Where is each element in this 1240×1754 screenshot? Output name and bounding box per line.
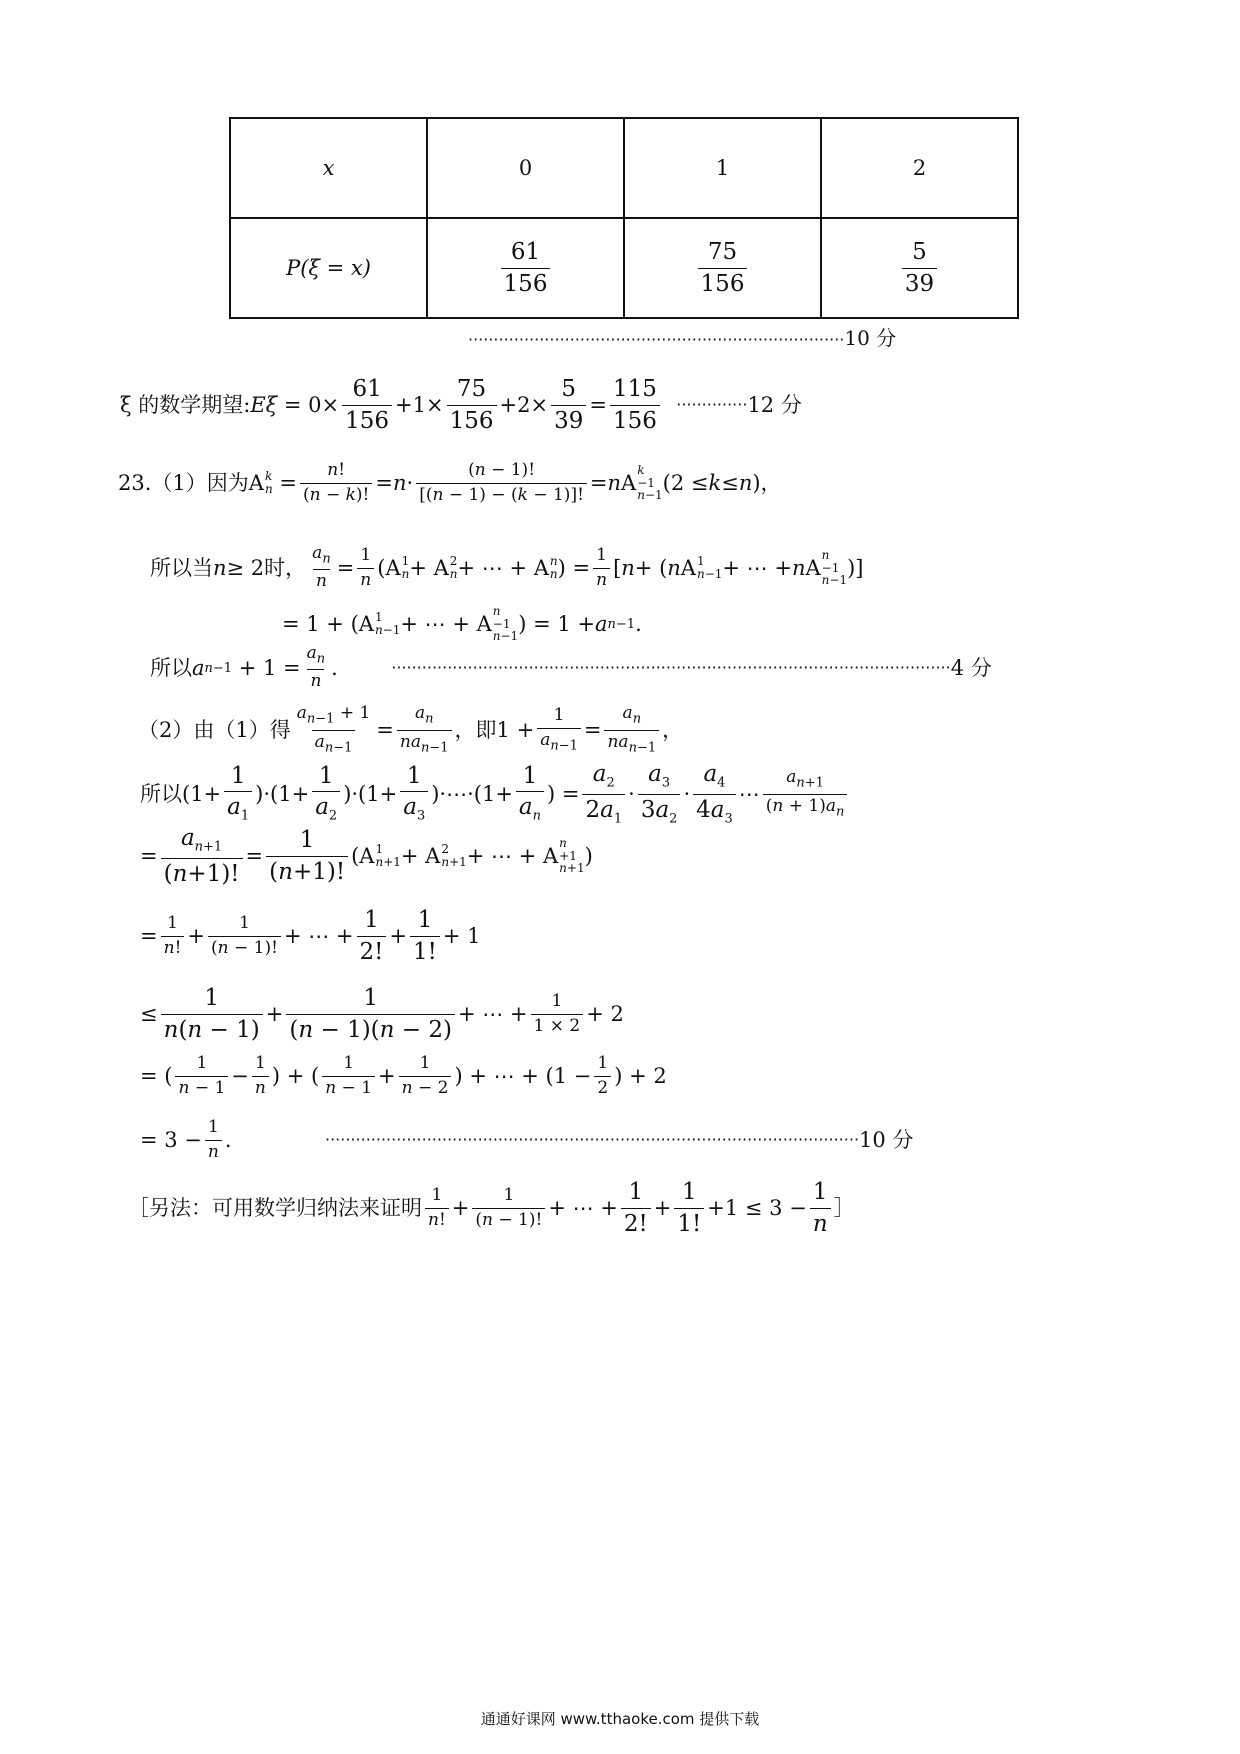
table-cell: 1 (624, 118, 821, 218)
table-cell: $\frac{61}{156}$ (427, 218, 624, 318)
step-line-3: ≤ $\frac{1}{n(n - 1)}$ + $\frac{1}{(n - 1)(n - 2)}$ + ⋯ + $\frac{1}{1 \times 2}$ + 2 (140, 985, 624, 1043)
table-cell: $\frac{75}{156}$ (624, 218, 821, 318)
q23-part2-line: （2）由（1）得 $\frac{a_{n-1} + 1}{a_{n-1}}$ = $\frac{a_n}{na_{n-1}}$ ，即 1 + $\frac{1}{a_{n-1}}$ = $\frac{a_n}{na_{n-1}}$ ， (138, 703, 684, 755)
score-mark: ··········································································10 分 (468, 326, 897, 350)
step-line-1: = $\frac{a_{n+1}}{(n+1)!}$ = $\frac{1}{(n+1)!}$ (A 1 n+1 + A 2 n+1 + ⋯ + A n +1 n+1 ) (140, 825, 593, 887)
expectation-line: ξ 的数学期望: Eξ = 0× $\frac{61}{156}$ +1× $\frac{75}{156}$ +2× $\frac{5}{39}$ = $\frac{115}{156}$ ·············· 12 分 (120, 376, 802, 434)
table-cell: $\frac{5}{39}$ (821, 218, 1018, 318)
product-line: 所以 (1+ $\frac{1}{a_1}$ )·(1+ $\frac{1}{a_2}$ )·(1+ $\frac{1}{a_3}$ )·⋯·(1+ $\frac{1}{a_n}$ ) = $\frac{a_2}{2a_1}$ · $\frac{a_3}{3a_2}$ · $\frac{a_4}{4a_3}$ ⋯ $\frac{a_{n+1}}{(n + 1)a_n}$ (140, 764, 850, 824)
table-row (230, 118, 1018, 218)
step-line-4: = ( $\frac{1}{n - 1}$ − $\frac{1}{n}$ ) + ( $\frac{1}{n - 1}$ + $\frac{1}{n - 2}$ ) + ⋯ + (1 − $\frac{1}{2}$ ) + 2 (140, 1052, 667, 1098)
footer-text: 通通好课网 www.tthaoke.com 提供下载 (480, 1710, 760, 1728)
q23-part1-line: 23.（1）因为 A k n = $\frac{n!}{(n - k)!}$ = n · $\frac{(n - 1)!}{[(n - 1) - (k - 1)]!}$ = n A k −1 n−1 (2 ≤ k ≤ n )， (118, 459, 782, 505)
step-line-5: = 3 − $\frac{1}{n}$ . ········································································································· 10 分 (140, 1116, 914, 1162)
conclusion-line: 所以 a n−1 + 1 = $\frac{a_n}{n}$ . ·············································································································· 4 分 (150, 643, 992, 692)
step-line-2: = $\frac{1}{n!}$ + $\frac{1}{(n - 1)!}$ + ⋯ + $\frac{1}{2!}$ + $\frac{1}{1!}$ + 1 (140, 907, 481, 965)
identity-line: = 1 + (A 1 n−1 + ⋯ + A n −1 n−1 ) = 1 + a n−1 . (282, 604, 642, 644)
table-header-p: P(ξ = x) (230, 218, 427, 318)
table-cell: 0 (427, 118, 624, 218)
distribution-table (229, 117, 1019, 319)
table-row (230, 218, 1018, 318)
table-header-x: x (230, 118, 427, 218)
so-when-line: 所以当 n ≥ 2 时， $\frac{a_n}{n}$ = $\frac{1}{n}$ (A 1 n + A 2 n + ⋯ + A n n ) = $\frac{1}{n}$ [ n + ( n A 1 n−1 + ⋯ + n A n −1 n−1 )] (150, 543, 864, 592)
alt-proof-line: ［另法：可用数学归纳法来证明 $\frac{1}{n!}$ + $\frac{1}{(n - 1)!}$ + ⋯ + $\frac{1}{2!}$ + $\frac{1}{1!}$ +1 ≤ 3 − $\frac{1}{n}$ ］ (128, 1179, 855, 1237)
table-cell: 2 (821, 118, 1018, 218)
expectation-label: ξ 的数学期望: (120, 392, 251, 417)
